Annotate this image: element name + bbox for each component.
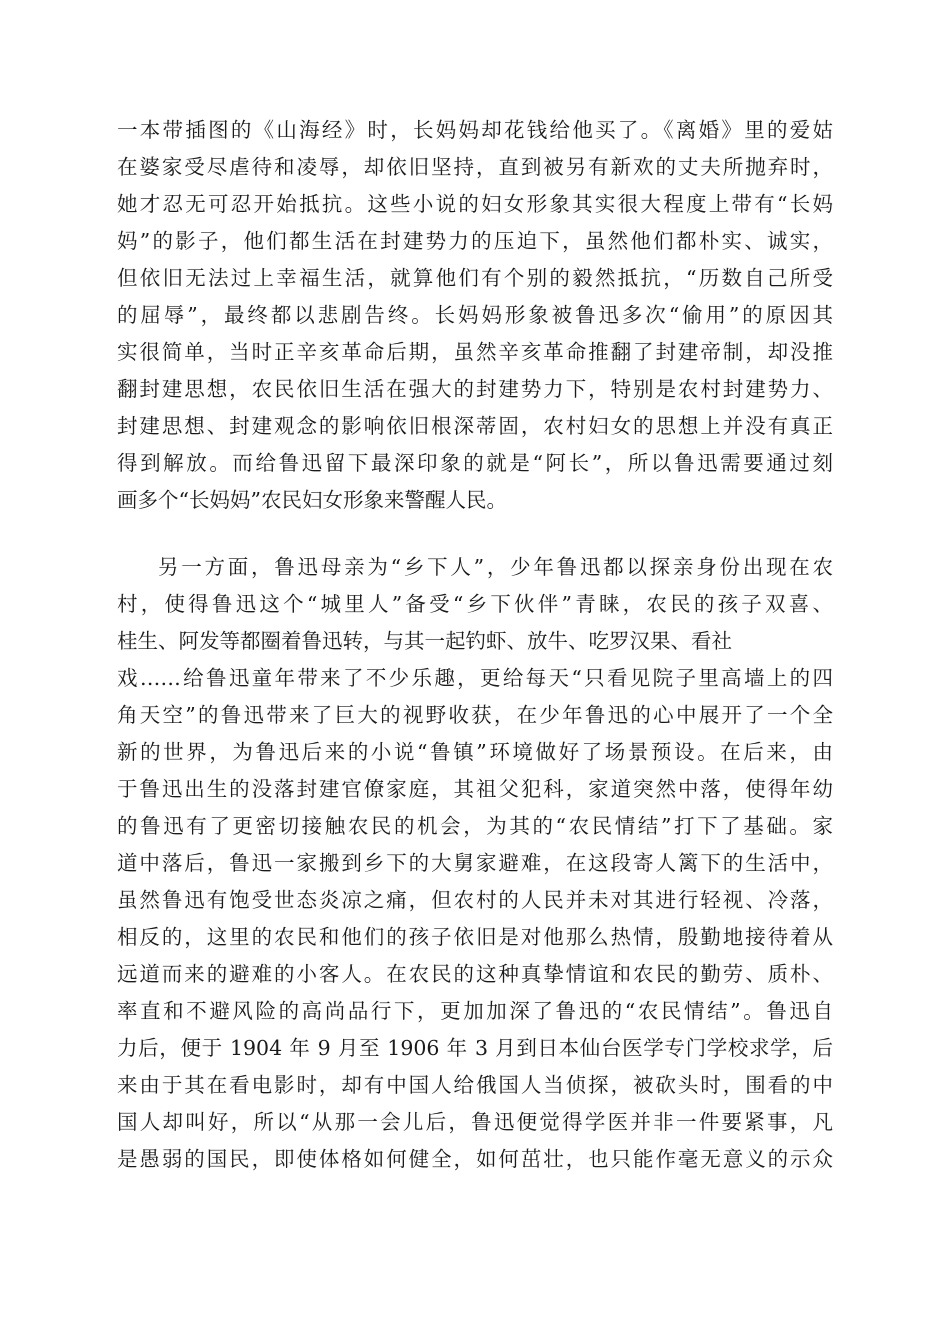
- paragraph-1: [117, 112, 833, 519]
- paragraph-line: 虽然鲁迅有饱受世态炎凉之痛，但农村的人民并未对其进行轻视、冷落，: [117, 888, 833, 912]
- paragraph-line: 村，使得鲁迅这个“城里人”备受“乡下伙伴”青睐，农民的孩子双喜、: [117, 592, 833, 616]
- paragraph-line: 在婆家受尽虐待和凌辱，却依旧坚持，直到被另有新欢的丈夫所抛弃时，: [117, 155, 833, 179]
- paragraph-line: 相反的，这里的农民和他们的孩子依旧是对他那么热情，殷勤地接待着从: [117, 925, 833, 949]
- paragraph-line: 率直和不避风险的高尚品行下，更加加深了鲁迅的“农民情结”。鲁迅自: [117, 999, 833, 1023]
- paragraph-line: 于鲁迅出生的没落封建官僚家庭，其祖父犯科，家道突然中落，使得年幼: [117, 777, 833, 801]
- paragraph-line: 妈”的影子，他们都生活在封建势力的压迫下，虽然他们都朴实、诚实，: [117, 229, 833, 253]
- paragraph-line: 是愚弱的国民，即使体格如何健全，如何茁壮，也只能作毫无意义的示众: [117, 1147, 833, 1171]
- paragraph-line: 戏……给鲁迅童年带来了不少乐趣，更给每天“只看见院子里高墙上的四: [117, 666, 833, 690]
- paragraph-line: 得到解放。而给鲁迅留下最深印象的就是“阿长”，所以鲁迅需要通过刻: [117, 451, 833, 475]
- paragraph-line: 力后，便于 1904 年 9 月至 1906 年 3 月到日本仙台医学专门学校求学，后: [117, 1036, 833, 1060]
- paragraph-line: 实很简单，当时正辛亥革命后期，虽然辛亥革命推翻了封建帝制，却没推: [117, 340, 833, 364]
- paragraph-line: 另一方面，鲁迅母亲为“乡下人”，少年鲁迅都以探亲身份出现在农: [158, 555, 833, 579]
- paragraph-line: 来由于其在看电影时，却有中国人给俄国人当侦探，被砍头时，围看的中: [117, 1073, 833, 1097]
- paragraph-line: 道中落后，鲁迅一家搬到乡下的大舅家避难，在这段寄人篱下的生活中，: [117, 851, 833, 875]
- paragraph-line: 封建思想、封建观念的影响依旧根深蒂固，农村妇女的思想上并没有真正: [117, 414, 833, 438]
- paragraph-line: 远道而来的避难的小客人。在农民的这种真挚情谊和农民的勤劳、质朴、: [117, 962, 833, 986]
- paragraph-line: 新的世界，为鲁迅后来的小说“鲁镇”环境做好了场景预设。在后来，由: [117, 740, 833, 764]
- paragraph-line: 的屈辱”，最终都以悲剧告终。长妈妈形象被鲁迅多次“偷用”的原因其: [117, 303, 833, 327]
- paragraph-2: [117, 549, 833, 1178]
- paragraph-line: 角天空”的鲁迅带来了巨大的视野收获，在少年鲁迅的心中展开了一个全: [117, 703, 833, 727]
- paragraph-line: 她才忍无可忍开始抵抗。这些小说的妇女形象其实很大程度上带有“长妈: [117, 192, 833, 216]
- paragraph-line: 翻封建思想，农民依旧生活在强大的封建势力下，特别是农村封建势力、: [117, 377, 833, 401]
- paragraph-line: 但依旧无法过上幸福生活，就算他们有个别的毅然抵抗，“历数自己所受: [117, 266, 833, 290]
- paragraph-line: 的鲁迅有了更密切接触农民的机会，为其的“农民情结”打下了基础。家: [117, 814, 833, 838]
- paragraph-line: 桂生、阿发等都圈着鲁迅转，与其一起钓虾、放牛、吃罗汉果、看社: [117, 629, 732, 653]
- paragraph-line: 国人却叫好，所以“从那一会儿后，鲁迅便觉得学医并非一件要紧事，凡: [117, 1110, 833, 1134]
- paragraph-line: 一本带插图的《山海经》时，长妈妈却花钱给他买了。《离婚》里的爱姑: [117, 118, 833, 142]
- paragraph-line: 画多个“长妈妈”农民妇女形象来警醒人民。: [117, 488, 507, 512]
